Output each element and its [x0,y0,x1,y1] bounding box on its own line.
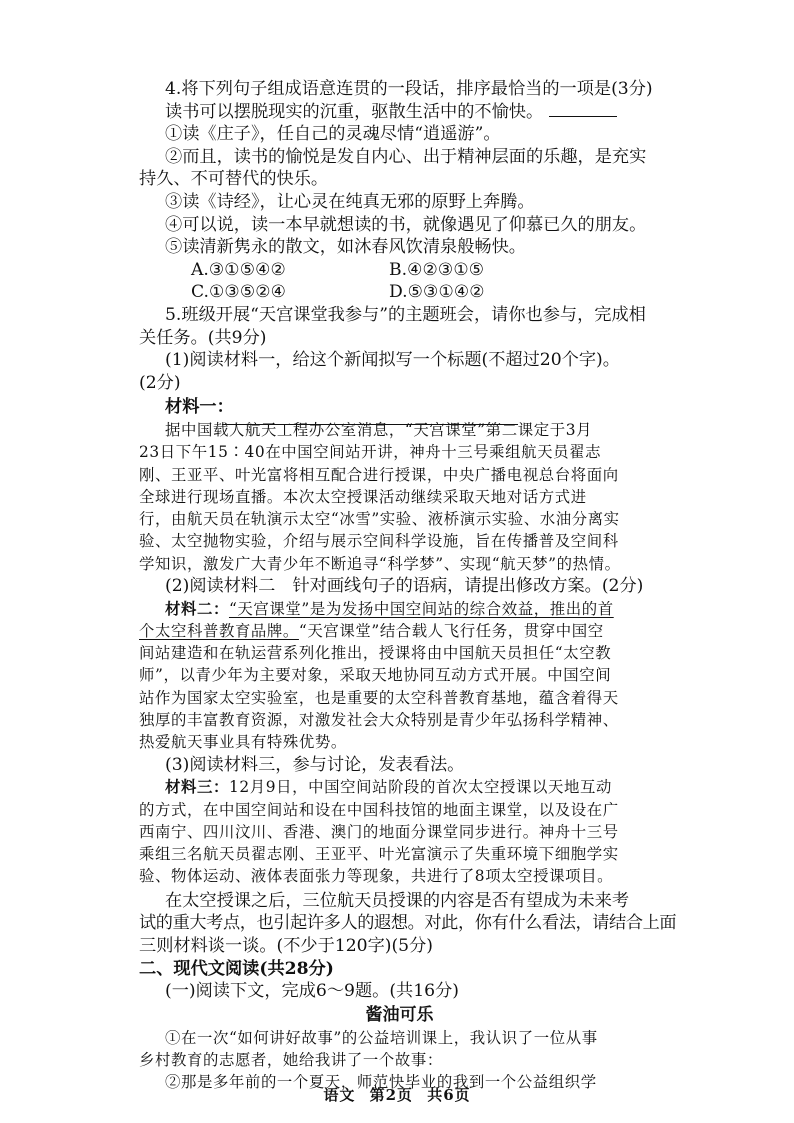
material-2-text: “天宫课堂”结合载人飞行任务，贯穿中国空 [298,621,604,640]
material-1-line: 全球进行现场直播。本次太空授课活动继续采取天地对话方式进 [139,487,587,506]
article-para-1b: 乡村教育的志愿者，她给我讲了一个故事： [139,1051,443,1069]
q4-option-b: B.④②③①⑤ [389,259,485,280]
material-1-line: 据中国载人航天工程办公室消息，“天宫课堂”第二课定于3月 [165,420,593,439]
material-2-line: 间站建造和在轨运营系列化推出，授课将由中国航天员担任“太空教 [139,644,612,663]
footer-page: 第2页 [369,1086,413,1104]
q5-stem-a: 5.班级开展“天宫课堂我参与”的主题班会，请你也参与，完成相 [165,304,646,325]
q4-stem: 4.将下列句子组成语意连贯的一段话，排序最恰当的一项是(3分) [165,79,653,99]
page-footer [0,1084,794,1105]
q5-part1-a: (1)阅读材料一，给这个新闻拟写一个标题(不超过20个字)。 [165,350,620,371]
section-2-subheading: (一)阅读下文，完成6～9题。(共16分) [165,981,460,1002]
q5-task-c: 三则材料谈一谈。(不少于120字)(5分) [139,935,434,956]
material-3-first-line [165,776,644,798]
q4-option-c: C.①③⑤②④ [191,282,287,303]
underlined-sentence-end: 个太空科普教育品牌。 [139,621,299,640]
material-1-title: 材料一： [165,397,234,418]
material-2-second-line [139,620,644,642]
answer-blank[interactable] [549,101,617,117]
material-2-first-line [165,598,644,620]
q4-sentence-2a: ②而且，读书的愉悦是发自内心、出于精神层面的乐趣，是充实 [165,146,647,167]
article-para-1a: ①在一次“如何讲好故事”的公益培训课上，我认识了一位从事 [165,1028,598,1047]
material-3-title: 材料三： [165,778,229,797]
q4-sentence-4: ④可以说，读一本早就想读的书，就像遇见了仰慕已久的朋友。 [165,214,647,235]
material-3-line: 验、物体运动、液体表面张力等现象，共进行了8项太空授课项目。 [139,867,614,886]
q4-lead-line [165,101,644,124]
q4-sentence-1: ①读《庄子》，任自己的灵魂尽情“逍遥游”。 [165,124,501,145]
q4-option-d: D.⑤③①④② [389,282,485,303]
material-1-line: 学知识，激发广大青少年不断追寻“科学梦”、实现“航天梦”的热情。 [139,554,621,573]
q5-stem-b: 关任务。(共9分) [139,327,267,348]
material-1-line: 验、太空抛物实验，介绍与展示空间科学设施，旨在传播普及空间科 [139,532,619,551]
section-2-heading: 二、现代文阅读(共28分) [139,958,334,979]
article-title: 酱油可乐 [365,1004,434,1025]
material-2-title: 材料二： [165,599,229,618]
q4-sentence-5: ⑤读清新隽永的散文，如沐春风饮清泉般畅快。 [165,237,526,258]
q4-sentence-3: ③读《诗经》，让心灵在纯真无邪的原野上奔腾。 [165,191,535,212]
q4-options-row-2 [165,281,644,304]
q4-sentence-2b: 持久、不可替代的快乐。 [139,169,329,190]
article-para-2a: ②那是多年前的一个夏天，师范快毕业的我到一个公益组织学 [165,1073,597,1092]
material-2-line: 独厚的丰富教育资源，对激发社会大众特别是青少年弘扬科学精神、 [139,711,619,730]
material-2-line: 热爱航天事业具有特殊优势。 [139,733,347,752]
handwritten-underline [222,424,518,425]
footer-subject: 语文 [323,1086,356,1104]
footer-total: 共6页 [427,1086,471,1104]
material-2-line: 站作为国家太空实验室，也是重要的太空科普教育基地，蕴含着得天 [139,688,619,707]
material-1-line: 刚、王亚平、叶光富将相互配合进行授课，中央广播电视总台将面向 [139,465,619,484]
material-1-line: 23日下午15∶40在中国空间站开讲，神舟十三号乘组航天员翟志 [139,443,602,462]
q5-part1-b: (2分) [139,372,181,393]
q4-options-row-1 [165,259,644,282]
material-1-line: 行，由航天员在轨演示太空“冰雪”实验、液桥演示实验、水油分离实 [139,510,620,529]
material-3-line: 的方式，在中国空间站和设在中国科技馆的地面主课堂，以及设在广 [139,800,619,819]
material-3-text: 12月9日，中国空间站阶段的首次太空授课以天地互动 [228,778,612,797]
q5-part3: (3)阅读材料三，参与讨论，发表看法。 [165,754,465,775]
q4-lead: 读书可以摆脱现实的沉重，驱散生活中的不愉快。 [165,101,544,122]
q4-option-a: A.③①⑤④② [191,259,286,280]
material-3-line: 乘组三名航天员翟志刚、王亚平、叶光富演示了失重环境下细胞学实 [139,845,619,864]
q5-task-b: 试的重大考点，也引起许多人的遐想。对此，你有什么看法，请结合上面 [139,913,677,934]
material-3-line: 西南宁、四川汶川、香港、澳门的地面分课堂同步进行。神舟十三号 [139,822,619,841]
q5-part2: (2)阅读材料二 针对画线句子的语病，请提出修改方案。(2分) [165,575,644,596]
material-2-line: 师”，以青少年为主要对象，采取天地协同互动方式开展。中国空间 [139,666,612,685]
q5-task-a: 在太空授课之后，三位航天员授课的内容是否有望成为未来考 [165,890,630,911]
underlined-sentence: “天宫课堂”是为发扬中国空间站的综合效益，推出的首 [228,599,614,618]
